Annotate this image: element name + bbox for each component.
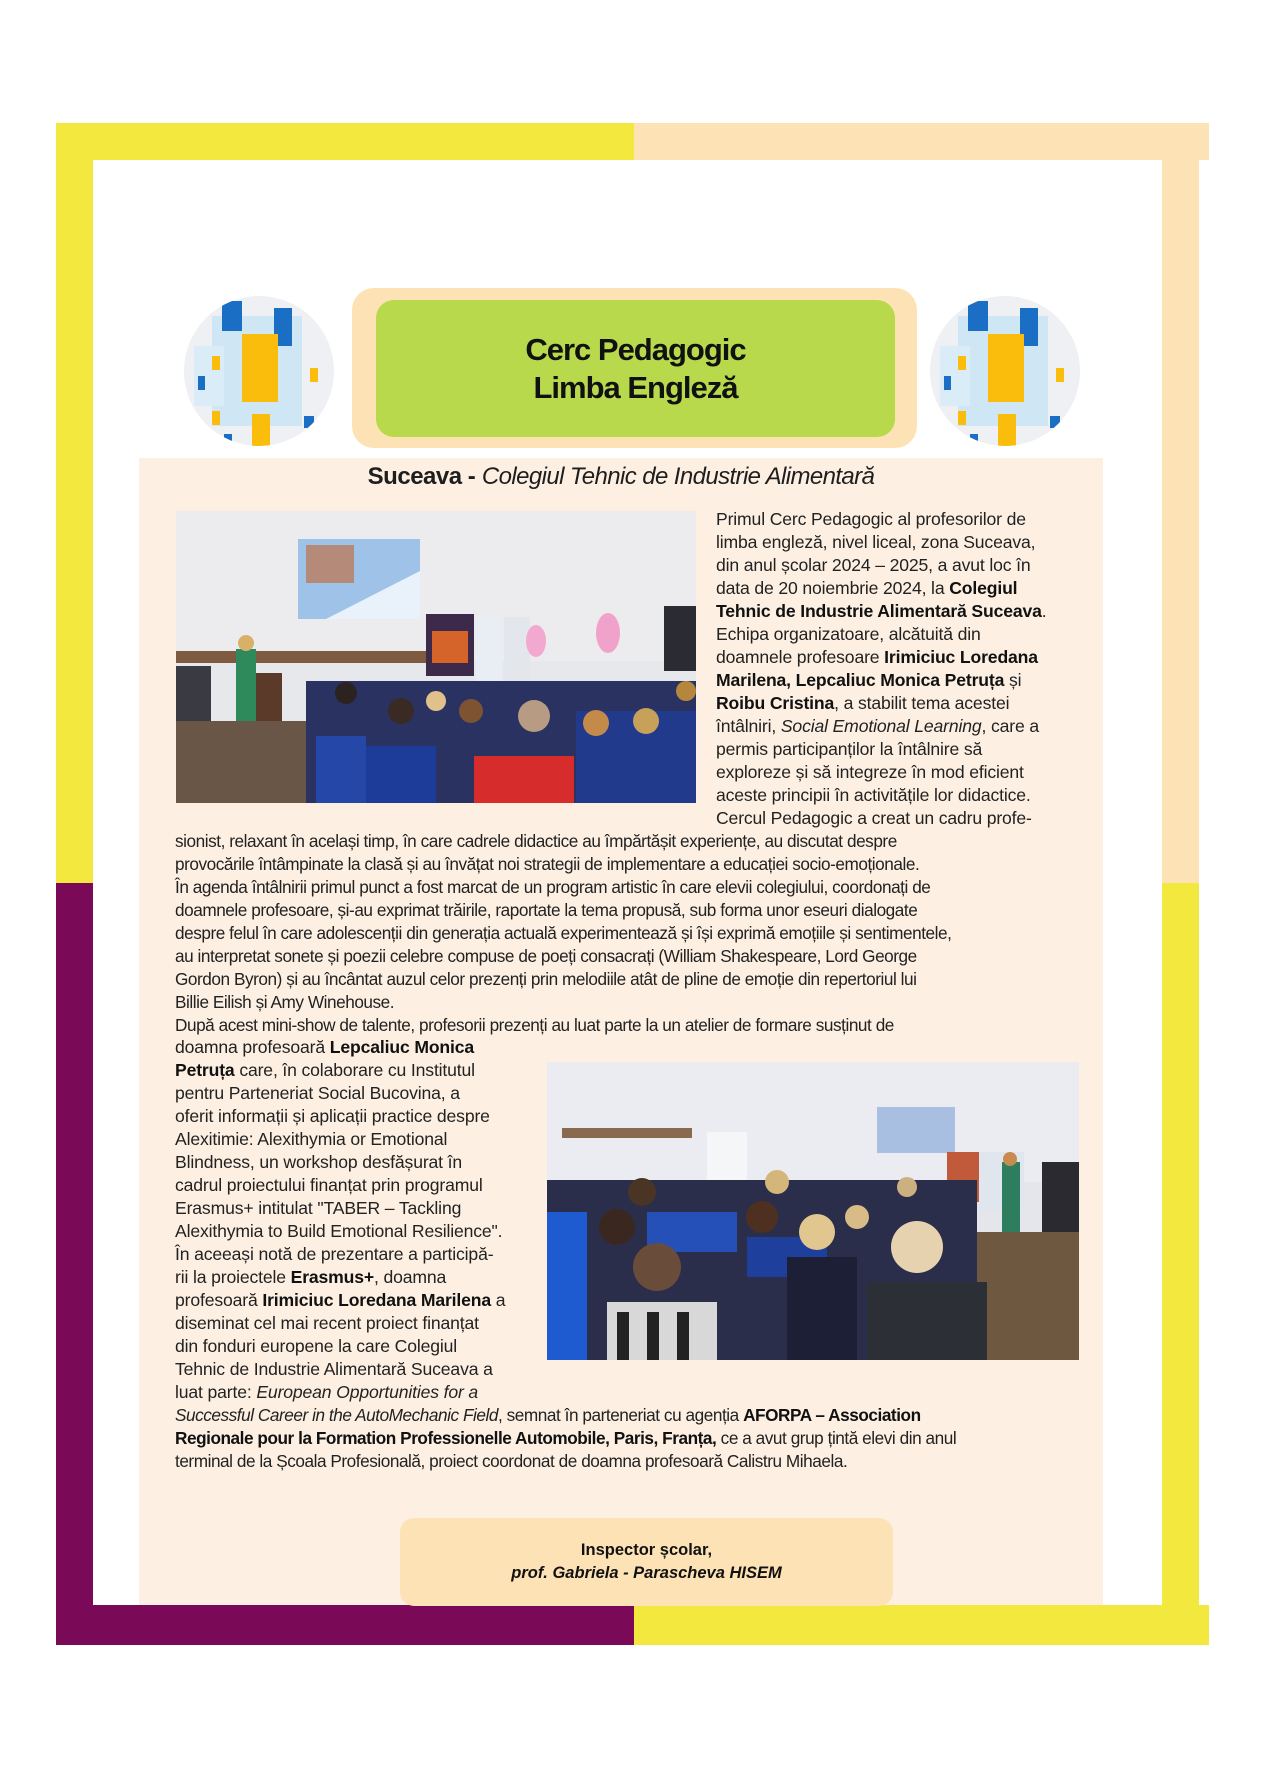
bold-text: Marilena, Lepcaliuc Monica Petruța [716, 670, 1005, 690]
text-line [175, 1128, 545, 1151]
text-run: doamnele profesoare, și-au exprimat trăirile, raportate la tema propusă, sub forma unor eseuri dialogate [175, 900, 918, 920]
text-line [175, 1312, 545, 1335]
article-full-width-1 [175, 830, 1095, 1037]
text-run: Tehnic de Industrie Alimentară Suceava a [175, 1359, 493, 1379]
text-run: sionist, relaxant în același timp, în care cadrele didactice au împărtășit experiențe, au discutat despre [175, 831, 897, 851]
text-line [175, 1151, 545, 1174]
text-line [716, 600, 1086, 623]
text-line [716, 531, 1086, 554]
text-run: , semnat în parteneriat cu agenția [497, 1405, 744, 1425]
text-line [716, 577, 1086, 600]
title-line-2: Limba Engleză [533, 369, 738, 405]
text-line [175, 1404, 1095, 1427]
text-line [175, 1335, 545, 1358]
text-run: terminal de la Școala Profesională, proiect coordonat de doamna profesoară Calistru Mihaela. [175, 1451, 848, 1471]
text-line [716, 738, 1086, 761]
text-line [175, 1427, 1095, 1450]
text-line [175, 991, 1095, 1014]
text-line [716, 807, 1086, 830]
text-run: ce a avut grup țintă elevi din anul [716, 1428, 957, 1448]
frame-right-top [1162, 123, 1199, 883]
article-left-column-2 [175, 1036, 545, 1404]
bold-text: Roibu Cristina [716, 693, 835, 713]
text-line [716, 784, 1086, 807]
frame-top-left [56, 123, 634, 160]
frame-top-right [634, 123, 1209, 160]
text-run: diseminat cel mai recent proiect finanțat [175, 1313, 479, 1333]
text-run: cadrul proiectului finanțat prin programul [175, 1175, 483, 1195]
text-run: Alexitimie: Alexithymia or Emotional [175, 1129, 448, 1149]
text-line [175, 968, 1095, 991]
text-run: Echipa organizatoare, alcătuită din [716, 624, 981, 644]
text-run: limba engleză, nivel liceal, zona Suceava, [716, 532, 1036, 552]
text-run: luat parte: [175, 1382, 257, 1402]
text-line [175, 1358, 545, 1381]
frame-bottom-right [634, 1605, 1209, 1645]
mosaic-logo-icon [184, 296, 334, 446]
title-box [376, 300, 895, 437]
text-line [716, 623, 1086, 646]
text-line [175, 1381, 545, 1404]
text-run: din anul școlar 2024 – 2025, a avut loc în [716, 555, 1031, 575]
article-full-width-2 [175, 1404, 1095, 1473]
text-run: În agenda întâlnirii primul punct a fost marcat de un program artistic în care elevii colegiului, coordonați de [175, 877, 931, 897]
text-run: În aceeași notă de prezentare a participă- [175, 1244, 494, 1264]
subtitle-place: Suceava - [367, 463, 476, 490]
text-line [716, 761, 1086, 784]
text-run: rii la proiectele [175, 1267, 291, 1287]
text-run: . [1041, 601, 1047, 621]
text-run: data de 20 noiembrie 2024, la [716, 578, 950, 598]
text-line [175, 853, 1095, 876]
text-line [175, 1174, 545, 1197]
frame-left-top [56, 123, 93, 883]
mosaic-logo-icon [930, 296, 1080, 446]
signature-role: Inspector școlar, [580, 1541, 713, 1559]
bold-text: Petruța [175, 1060, 235, 1080]
text-line [175, 1289, 545, 1312]
bold-text: AFORPA – Association [743, 1405, 921, 1425]
bold-text: Regionale pour la Formation Professionelle Automobile, Paris, Franța, [175, 1428, 717, 1448]
text-run: provocările întâmpinate la clasă și au învățat noi strategii de implementare a educației socio-emoționale. [175, 854, 920, 874]
text-run: pentru Parteneriat Social Bucovina, a [175, 1083, 460, 1103]
text-line [175, 1197, 545, 1220]
text-run: și [1004, 670, 1022, 690]
text-run: , doamna [374, 1267, 447, 1287]
event-photo-1-image [176, 511, 696, 803]
article-right-column [716, 508, 1086, 830]
text-line [716, 554, 1086, 577]
text-line [175, 945, 1095, 968]
text-run: permis participanților la întâlnire să [716, 739, 983, 759]
text-run: Primul Cerc Pedagogic al profesorilor de [716, 509, 1026, 529]
text-line [175, 1450, 1095, 1473]
subtitle [139, 462, 1103, 492]
text-run: a [491, 1290, 506, 1310]
text-run: care, în colaborare cu Institutul [234, 1060, 475, 1080]
text-line [716, 646, 1086, 669]
subtitle-school: Colegiul Tehnic de Industrie Alimentară [481, 463, 875, 490]
text-line [175, 1220, 545, 1243]
bold-text: Irimiciuc Loredana [884, 647, 1038, 667]
text-run: oferit informații și aplicații practice despre [175, 1106, 490, 1126]
text-line [175, 1266, 545, 1289]
italic-text: European Opportunities for a [256, 1382, 479, 1402]
text-run: După acest mini-show de talente, profesorii prezenți au luat parte la un atelier de formare susținut de [175, 1015, 894, 1035]
text-run: întâlniri, [716, 716, 781, 736]
text-line [175, 876, 1095, 899]
text-run: doamna profesoară [175, 1037, 330, 1057]
text-run: aceste principii în activitățile lor didactice. [716, 785, 1031, 805]
event-photo-2-image [547, 1062, 1079, 1360]
text-run: exploreze și să integreze în mod eficient [716, 762, 1024, 782]
text-line [175, 1105, 545, 1128]
text-run: din fonduri europene la care Colegiul [175, 1336, 458, 1356]
text-line [716, 508, 1086, 531]
text-line [175, 1036, 545, 1059]
text-run: au interpretat sonete și poezii celebre compuse de poeți consacrați (William Shakespeare, Lord George [175, 946, 917, 966]
text-line [175, 830, 1095, 853]
text-line [716, 692, 1086, 715]
text-line [175, 899, 1095, 922]
text-line [716, 715, 1086, 738]
bold-text: Tehnic de Industrie Alimentară Suceava [716, 601, 1042, 621]
text-line [175, 922, 1095, 945]
title-line-1: Cerc Pedagogic [525, 331, 746, 367]
text-line [716, 669, 1086, 692]
text-run: Alexithymia to Build Emotional Resilience". [175, 1221, 503, 1241]
text-line [175, 1082, 545, 1105]
bold-text: Lepcaliuc Monica [329, 1037, 475, 1057]
text-run: Billie Eilish și Amy Winehouse. [175, 992, 395, 1012]
text-run: , a stabilit tema acestei [834, 693, 1010, 713]
text-line [175, 1059, 545, 1082]
text-run: , care a [981, 716, 1039, 736]
bold-text: Irimiciuc Loredana Marilena [262, 1290, 492, 1310]
frame-bottom-left [56, 1605, 634, 1645]
text-run: Blindness, un workshop desfășurat în [175, 1152, 463, 1172]
text-run: Gordon Byron) și au încântat auzul celor prezenți prin melodiile atât de pline de emoție din repertoriul lui [175, 969, 917, 989]
text-line [175, 1243, 545, 1266]
frame-right-bottom [1162, 883, 1199, 1605]
bold-text: Erasmus+ [290, 1267, 375, 1287]
event-photo-2 [547, 1062, 1079, 1360]
frame-left-bottom [56, 883, 93, 1645]
signature-name: prof. Gabriela - Parascheva HISEM [511, 1564, 782, 1582]
bold-text: Colegiul [949, 578, 1018, 598]
text-run: Erasmus+ intitulat "TABER – Tackling [175, 1198, 462, 1218]
italic-text: Successful Career in the AutoMechanic Field [175, 1405, 498, 1425]
signature-box [400, 1518, 893, 1606]
text-line [175, 1014, 1095, 1037]
event-photo-1 [176, 511, 696, 803]
italic-text: Social Emotional Learning [780, 716, 982, 736]
text-run: doamnele profesoare [716, 647, 885, 667]
text-run: profesoară [175, 1290, 263, 1310]
text-run: despre felul în care adolescenții din generația actuală experimentează și își exprimă emoțiile și sentimentele, [175, 923, 952, 943]
text-run: Cercul Pedagogic a creat un cadru profe- [716, 808, 1032, 828]
